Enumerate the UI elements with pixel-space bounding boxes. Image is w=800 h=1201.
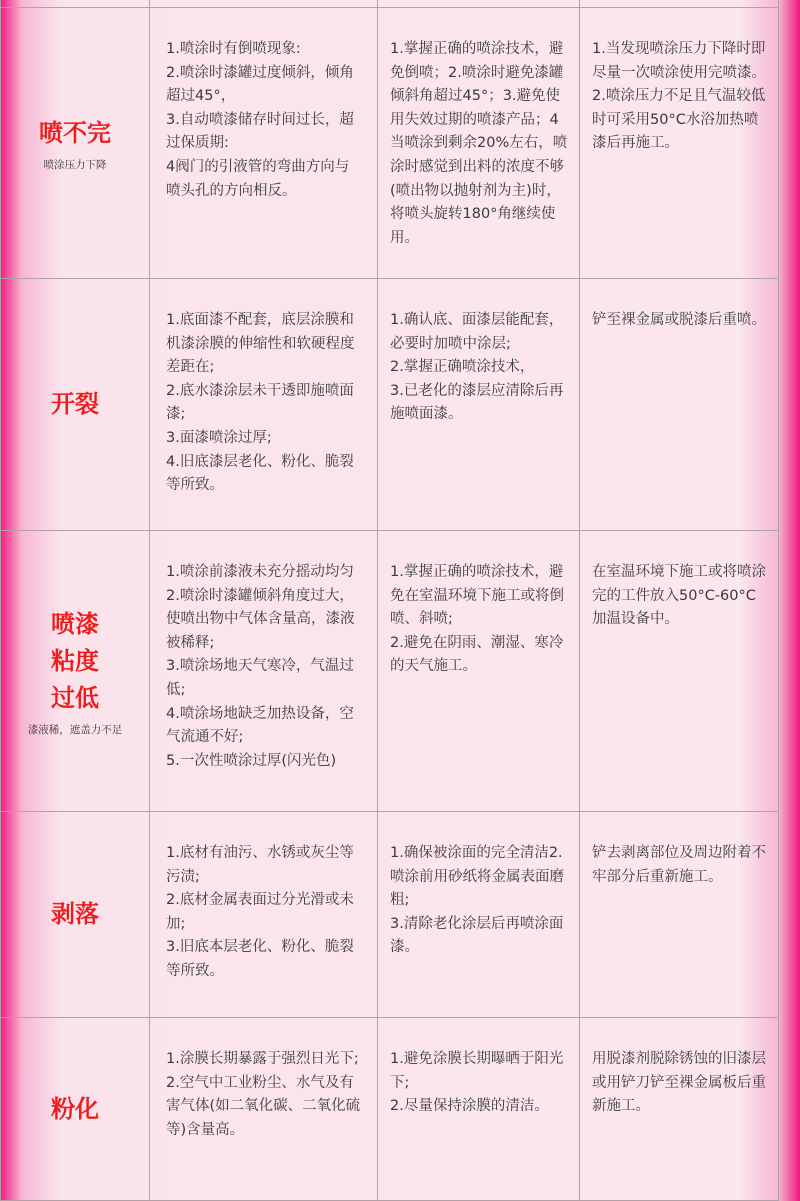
prevention-cell: 1.掌握正确的喷涂技术，避免倒喷；2.喷涂时避免漆罐倾斜角超过45°；3.避免使用失效过期的喷漆产品；4当喷涂到剩余20%左右，喷涂时感觉到出料的浓度不够(喷出物以抛射剂为主)时，将喷头旋转180°角继续使用。: [378, 8, 580, 279]
remedy-cell: 1.当发现喷涂压力下降时即尽量一次喷涂使用完喷漆。 2.喷涂压力不足且气温较低时可采用50°C水浴加热喷漆后再施工。: [580, 8, 779, 279]
causes-cell: 1.底材有油污、水锈或灰尘等污渍; 2.底材金属表面过分光滑或未加; 3.旧底本层老化、粉化、脆裂等所致。: [150, 812, 378, 1018]
causes-cell: 1.喷涂时有倒喷现象: 2.喷涂时漆罐过度倾斜，倾角超过45°， 3.自动喷漆储存时间过长，超过保质期: 4阀门的引液管的弯曲方向与喷头孔的方向相反。: [150, 8, 378, 279]
defect-title: 粉化: [51, 1094, 99, 1123]
prevention-cell: 1.确保被涂面的完全清洁2.喷涂前用砂纸将金属表面磨粗; 3.清除老化涂层后再喷涂面漆。: [378, 812, 580, 1018]
table-row: [1, 8, 779, 279]
defect-name-cell: [1, 812, 150, 1018]
defect-title: 剥落: [51, 900, 99, 928]
remedy-cell: 用脱漆剂脱除锈蚀的旧漆层或用铲刀铲至裸金属板后重新施工。: [580, 1018, 779, 1201]
table-row: [1, 1018, 779, 1201]
remedy-cell: 铲至裸金属或脱漆后重喷。: [580, 279, 779, 531]
table-row: [1, 812, 779, 1018]
table-row: [1, 531, 779, 812]
causes-cell: 1.底面漆不配套，底层涂膜和机漆涂膜的伸缩性和软硬程度差距在; 2.底水漆涂层未干透即施喷面漆; 3.面漆喷涂过厚; 4.旧底漆层老化、粉化、脆裂等所致。: [150, 279, 378, 531]
defect-subtitle: 漆液稀，遮盖力不足: [27, 723, 123, 736]
prevention-cell: 1.掌握正确的喷涂技术，避免在室温环境下施工或将倒喷、斜喷; 2.避免在阴雨、潮湿、寒冷的天气施工。: [378, 531, 580, 812]
table-row: [1, 279, 779, 531]
prevention-cell: 1.确认底、面漆层能配套，必要时加喷中涂层; 2.掌握正确喷涂技术， 3.已老化的漆层应清除后再施喷面漆。: [378, 279, 580, 531]
remedy-cell: 铲去剥离部位及周边附着不牢部分后重新施工。: [580, 812, 779, 1018]
defect-name-cell: [1, 531, 150, 812]
defect-title: 喷不完: [39, 118, 111, 147]
defect-subtitle: 喷涂压力下降: [43, 158, 107, 171]
causes-cell: 1.涂膜长期暴露于强烈日光下; 2.空气中工业粉尘、水气及有害气体(如二氧化碳、二氧化硫等)含量高。: [150, 1018, 378, 1201]
table-top-row: [1, 0, 779, 8]
defect-name-cell: [1, 8, 150, 279]
defect-title: 喷漆粘度过低: [51, 609, 99, 712]
defect-name-cell: [1, 1018, 150, 1201]
defect-name-cell: [1, 279, 150, 531]
defect-title: 开裂: [51, 390, 99, 418]
remedy-cell: 在室温环境下施工或将喷涂完的工件放入50°C-60°C加温设备中。: [580, 531, 779, 812]
causes-cell: 1.喷涂前漆液未充分摇动均匀 2.喷涂时漆罐倾斜角度过大，使喷出物中气体含量高，漆液被稀释; 3.喷涂场地天气寒冷，气温过低; 4.喷涂场地缺乏加热设备，空气流通不好; 5.一次性喷涂过厚(闪光色): [150, 531, 378, 812]
prevention-cell: 1.避免涂膜长期曝晒于阳光下; 2.尽量保持涂膜的清洁。: [378, 1018, 580, 1201]
